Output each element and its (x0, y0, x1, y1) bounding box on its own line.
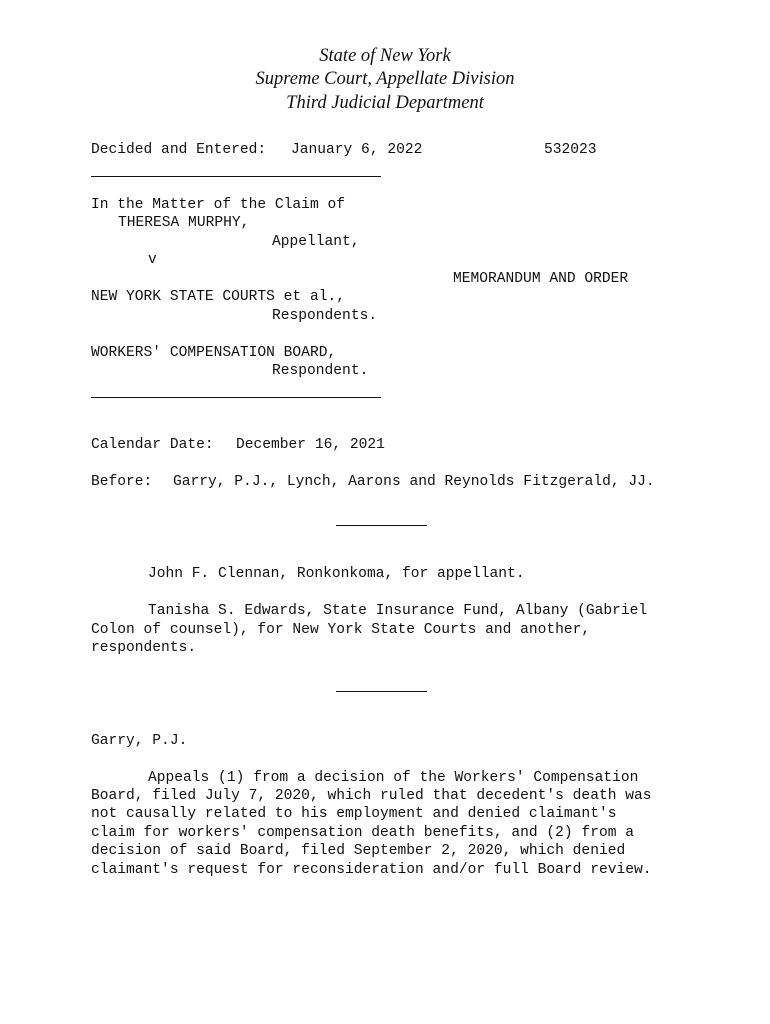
caption-board-name: WORKERS' COMPENSATION BOARD, (91, 345, 337, 361)
decided-date: January 6, 2022 (291, 142, 423, 158)
caption-respondents-role: Respondents. (272, 308, 378, 324)
caption-claimant: THERESA MURPHY, (118, 215, 250, 231)
opinion-line-6: claimant's request for reconsideration and/or full Board review. (91, 862, 652, 878)
caption-bottom-rule (91, 397, 381, 398)
court-name: Supreme Court, Appellate Division (255, 69, 515, 89)
docket-number: 532023 (544, 142, 597, 158)
before-label: Before: (91, 474, 153, 490)
caption-respondents-name: NEW YORK STATE COURTS et al., (91, 289, 345, 305)
opinion-author: Garry, P.J. (91, 733, 188, 749)
counsel-respondents-line-1: Tanisha S. Edwards, State Insurance Fund, Albany (Gabriel (148, 603, 648, 619)
caption-board-role: Respondent. (272, 363, 369, 379)
order-type: MEMORANDUM AND ORDER (453, 271, 629, 287)
caption-matter: In the Matter of the Claim of (91, 197, 345, 213)
opinion-line-2: Board, filed July 7, 2020, which ruled that decedent's death was (91, 788, 652, 804)
calendar-date: December 16, 2021 (236, 437, 385, 453)
section-divider-2 (336, 691, 427, 692)
counsel-respondents-line-3: respondents. (91, 640, 197, 656)
opinion-line-5: decision of said Board, filed September 2, 2020, which denied (91, 843, 626, 859)
decided-label: Decided and Entered: (91, 142, 267, 158)
court-state: State of New York (319, 46, 451, 66)
caption-appellant-role: Appellant, (272, 234, 360, 250)
section-divider-1 (336, 525, 427, 526)
before-judges: Garry, P.J., Lynch, Aarons and Reynolds Fitzgerald, JJ. (173, 474, 655, 490)
opinion-line-1: Appeals (1) from a decision of the Workers' Compensation (148, 770, 639, 786)
counsel-respondents-line-2: Colon of counsel), for New York State Courts and another, (91, 622, 591, 638)
opinion-line-3: not causally related to his employment and denied claimant's (91, 806, 617, 822)
court-department: Third Judicial Department (286, 93, 484, 113)
opinion-line-4: claim for workers' compensation death benefits, and (2) from a (91, 825, 634, 841)
counsel-appellant: John F. Clennan, Ronkonkoma, for appellant. (148, 566, 525, 582)
caption-top-rule (91, 176, 381, 177)
calendar-label: Calendar Date: (91, 437, 214, 453)
caption-versus: v (148, 252, 157, 268)
